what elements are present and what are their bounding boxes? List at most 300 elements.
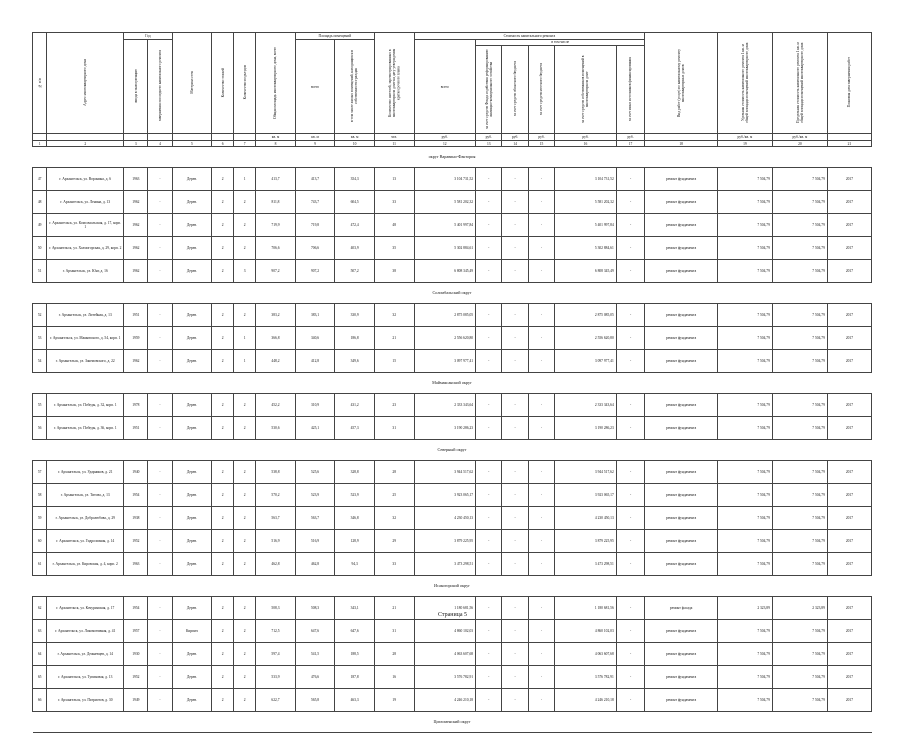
table-row <box>33 327 872 350</box>
table-cell: 1 <box>234 168 256 191</box>
table-cell: 7 504,79 <box>772 643 827 666</box>
table-cell: ремонт фундамента <box>645 620 718 643</box>
table-cell: 4 063 607,68 <box>414 643 476 666</box>
table-cell: 706,6 <box>256 237 296 260</box>
table-cell: Дерев. <box>172 689 212 712</box>
table-cell: - <box>616 350 645 373</box>
table-cell: - <box>476 461 502 484</box>
table-cell: - <box>476 666 502 689</box>
header-max-cost: Предельная стоимость капитального ремонта 1 кв. м общей площади помещений многоквартирного дома <box>772 33 827 134</box>
table-cell: 2 <box>212 304 234 327</box>
table-cell: - <box>616 237 645 260</box>
table-cell: Дерев. <box>172 597 212 620</box>
table-cell: 2 <box>212 484 234 507</box>
table-cell: 28 <box>374 643 414 666</box>
header-year-group: Год <box>124 33 172 40</box>
table-cell: 31 <box>374 620 414 643</box>
table-cell: - <box>502 394 528 417</box>
table-cell: 2017 <box>827 191 871 214</box>
table-cell: 343,1 <box>335 597 375 620</box>
table-cell: 431,2 <box>335 394 375 417</box>
table-cell: Дерев. <box>172 191 212 214</box>
table-row <box>33 484 872 507</box>
table-cell: 2 <box>234 530 256 553</box>
header-address: Адрес многоквартирного дома <box>47 33 124 134</box>
table-cell: 7 504,79 <box>772 237 827 260</box>
table-cell: 55 <box>33 394 47 417</box>
table-cell: 2017 <box>827 507 871 530</box>
table-cell: 3 944 517,62 <box>414 461 476 484</box>
unit-cell: кв. м <box>295 134 335 141</box>
table-cell: 7 504,79 <box>772 191 827 214</box>
table-cell: 6 808 345,49 <box>414 260 476 283</box>
header-area-group: Площадь помещений <box>295 33 374 40</box>
table-cell: Дерев. <box>172 214 212 237</box>
table-cell: 462,8 <box>256 553 296 576</box>
table-cell: - <box>148 214 172 237</box>
column-number: 3 <box>124 141 148 147</box>
table-cell: 712,5 <box>256 620 296 643</box>
table-cell: 2 <box>212 394 234 417</box>
table-cell: 2 875 085,05 <box>555 304 617 327</box>
unit-cell: руб. <box>528 134 554 141</box>
table-cell: 2 <box>212 689 234 712</box>
table-cell: 29 <box>374 530 414 553</box>
table-cell: 7 504,79 <box>772 168 827 191</box>
table-cell: 6 808 345,49 <box>555 260 617 283</box>
header-no: № п/п <box>33 33 47 134</box>
table-cell: - <box>476 304 502 327</box>
table-cell: - <box>148 530 172 553</box>
table-cell: г. Архангельск, ул. Холмогорская, д. 29, корп. 2 <box>47 237 124 260</box>
table-cell: 7 504,79 <box>772 260 827 283</box>
table-cell: 4 246 210,18 <box>555 689 617 712</box>
table-cell: 2017 <box>827 597 871 620</box>
table-cell: Дерев. <box>172 260 212 283</box>
table-cell: 2 <box>212 327 234 350</box>
table-cell: 2 <box>234 214 256 237</box>
table-cell: 1959 <box>124 327 148 350</box>
table-cell: - <box>476 191 502 214</box>
table-cell: 7 504,79 <box>717 260 772 283</box>
table-cell: Дерев. <box>172 643 212 666</box>
table-cell: 647,6 <box>335 620 375 643</box>
table-cell: - <box>528 237 554 260</box>
table-cell: 7 504,79 <box>717 350 772 373</box>
column-number: 1 <box>33 141 47 147</box>
table-cell: 4 860 102,03 <box>555 620 617 643</box>
table-cell: 7 504,79 <box>772 417 827 440</box>
table-cell: ремонт фундамента <box>645 553 718 576</box>
header-year-repair: завершения последнего капитального ремонта <box>148 40 172 134</box>
table-cell: - <box>502 666 528 689</box>
table-cell: - <box>616 260 645 283</box>
table-cell: 7 504,79 <box>772 327 827 350</box>
table-cell: 7 504,79 <box>717 484 772 507</box>
header-cost-local: за счет средств местного бюджета <box>528 46 554 134</box>
unit-cell: кв. м <box>335 134 375 141</box>
table-cell: 3 097 977,41 <box>414 350 476 373</box>
table-cell: 2 <box>212 350 234 373</box>
table-cell: 516,9 <box>256 530 296 553</box>
table-cell: 530,6 <box>256 417 296 440</box>
units-row <box>33 134 872 141</box>
table-cell: 28 <box>374 461 414 484</box>
table-cell: 340,6 <box>295 327 335 350</box>
header-cost-group: Стоимость капитального ремонта <box>414 33 645 40</box>
table-cell: 2017 <box>827 168 871 191</box>
table-cell: - <box>476 168 502 191</box>
table-cell: 2017 <box>827 689 871 712</box>
table-cell: - <box>502 620 528 643</box>
table-cell: - <box>476 260 502 283</box>
table-cell: 21 <box>374 327 414 350</box>
table-cell: 128,9 <box>335 530 375 553</box>
table-cell: 7 504,79 <box>772 214 827 237</box>
table-cell: 563,7 <box>295 507 335 530</box>
column-number: 14 <box>502 141 528 147</box>
table-cell: 523,9 <box>295 484 335 507</box>
table-cell: 2 <box>212 237 234 260</box>
table-cell: 597,4 <box>256 643 296 666</box>
table-cell: - <box>616 484 645 507</box>
table-cell: 32 <box>374 507 414 530</box>
table-cell: 476,6 <box>295 666 335 689</box>
table-cell: - <box>616 191 645 214</box>
table-cell: 5 581 202,32 <box>414 191 476 214</box>
table-cell: - <box>616 620 645 643</box>
table-cell: - <box>528 327 554 350</box>
table-cell: 35 <box>374 237 414 260</box>
table-cell: - <box>148 237 172 260</box>
table-cell: - <box>616 417 645 440</box>
unit-cell <box>124 134 148 141</box>
table-cell: 4 246 210,18 <box>414 689 476 712</box>
table-cell: 2 <box>234 417 256 440</box>
header-floors: Количество этажей <box>212 33 234 134</box>
section-row <box>33 147 872 168</box>
table-cell: г. Архангельск, ул. Гидролизная, д. 14 <box>47 530 124 553</box>
table-cell: - <box>148 394 172 417</box>
section-row <box>33 283 872 304</box>
table-cell: - <box>616 689 645 712</box>
table-cell: - <box>616 666 645 689</box>
table-cell: 1952 <box>124 530 148 553</box>
table-cell: 2017 <box>827 484 871 507</box>
table-cell: - <box>148 643 172 666</box>
table-cell: - <box>502 507 528 530</box>
table-cell: 31 <box>374 417 414 440</box>
table-cell: 19 <box>374 689 414 712</box>
table-row <box>33 666 872 689</box>
table-cell: 5 581 202,32 <box>555 191 617 214</box>
table-cell: ремонт фундамента <box>645 168 718 191</box>
table-cell: 1962 <box>124 237 148 260</box>
table-cell: 2017 <box>827 417 871 440</box>
table-cell: - <box>528 553 554 576</box>
table-cell: - <box>476 530 502 553</box>
table-cell: 413,7 <box>256 168 296 191</box>
table-cell: - <box>502 643 528 666</box>
unit-cell: руб./кв. м <box>772 134 827 141</box>
table-cell: - <box>148 417 172 440</box>
table-cell: 7 504,79 <box>717 327 772 350</box>
table-cell: 7 504,79 <box>772 304 827 327</box>
table-cell: 570,2 <box>256 484 296 507</box>
table-cell: - <box>148 168 172 191</box>
table-cell: 2017 <box>827 394 871 417</box>
table-cell: г. Архангельск, ул. Дежневцев, д. 14 <box>47 643 124 666</box>
table-cell: 2017 <box>827 620 871 643</box>
table-cell: - <box>502 260 528 283</box>
table-cell: - <box>148 191 172 214</box>
header-work-type: Вид работ (услуг) по капитальному ремонту многоквартирных домов <box>645 33 718 134</box>
table-cell: 3 104 731,52 <box>414 168 476 191</box>
table-row <box>33 417 872 440</box>
header-incl: в том числе <box>476 40 645 46</box>
column-number: 17 <box>616 141 645 147</box>
table-cell: г. Архангельск, ул. Воронина, д. 6 <box>47 168 124 191</box>
table-cell: - <box>616 507 645 530</box>
table-cell: 2 <box>212 191 234 214</box>
table-cell: 1 <box>234 327 256 350</box>
table-cell: - <box>148 689 172 712</box>
table-cell: - <box>476 620 502 643</box>
table-cell: 3 <box>234 260 256 283</box>
table-cell: - <box>148 507 172 530</box>
table-cell: 1930 <box>124 643 148 666</box>
table-cell: - <box>502 327 528 350</box>
table-row <box>33 689 872 712</box>
table-cell: - <box>616 394 645 417</box>
table-cell: - <box>528 484 554 507</box>
table-cell: 21 <box>374 597 414 620</box>
column-number: 5 <box>172 141 212 147</box>
table-cell: - <box>148 461 172 484</box>
table-cell: 38 <box>374 260 414 283</box>
table-cell: г. Архангельск, ул. Кировская, д. 4, корп. 2 <box>47 553 124 576</box>
table-cell: 328,8 <box>335 461 375 484</box>
section-title: Маймаксанский округ <box>33 373 872 394</box>
table-cell: 3 104 731,52 <box>555 168 617 191</box>
table-cell: 2017 <box>827 643 871 666</box>
table-cell: ремонт фундамента <box>645 191 718 214</box>
table-cell: 647,6 <box>295 620 335 643</box>
table-cell: - <box>502 168 528 191</box>
unit-cell <box>645 134 718 141</box>
table-cell: 7 504,79 <box>772 620 827 643</box>
table-cell: 508,3 <box>295 597 335 620</box>
table-cell: 7 504,79 <box>717 461 772 484</box>
table-cell: 706,6 <box>295 237 335 260</box>
table-cell: 7 504,79 <box>717 689 772 712</box>
column-number: 9 <box>295 141 335 147</box>
table-cell: - <box>616 643 645 666</box>
table-cell: - <box>476 643 502 666</box>
table-cell: 2017 <box>827 260 871 283</box>
header-end-date: Плановая дата завершения работ <box>827 33 871 134</box>
table-cell: 425,1 <box>295 417 335 440</box>
table-cell: 52 <box>33 304 47 327</box>
table-cell: 65 <box>33 666 47 689</box>
header-total-area: Общая площадь многоквартирного дома, всего <box>256 33 296 134</box>
table-cell: 62 <box>33 597 47 620</box>
table-cell: г. Архангельск, ул. Локомотивная, д. 41 <box>47 620 124 643</box>
table-cell: 907,2 <box>256 260 296 283</box>
table-cell: 1957 <box>124 620 148 643</box>
table-row <box>33 350 872 373</box>
column-number: 11 <box>374 141 414 147</box>
table-cell: 2 <box>212 620 234 643</box>
table-cell: - <box>502 530 528 553</box>
table-cell: 1 180 681,56 <box>414 597 476 620</box>
section-title: Исакогорский округ <box>33 576 872 597</box>
table-row <box>33 168 872 191</box>
table-cell: - <box>476 484 502 507</box>
table-cell: - <box>502 553 528 576</box>
column-number: 13 <box>476 141 502 147</box>
table-cell: 2017 <box>827 553 871 576</box>
table-cell: 2017 <box>827 327 871 350</box>
header-entrances: Количество подъездов <box>234 33 256 134</box>
table-row <box>33 461 872 484</box>
table-cell: 1962 <box>124 260 148 283</box>
table-cell: 523,9 <box>335 484 375 507</box>
table-cell: 5 302 884,61 <box>414 237 476 260</box>
table-cell: 1963 <box>124 553 148 576</box>
section-row <box>33 373 872 394</box>
table-cell: - <box>616 214 645 237</box>
unit-cell: руб. <box>616 134 645 141</box>
section-row <box>33 576 872 597</box>
table-cell: 507,2 <box>335 260 375 283</box>
table-cell: - <box>476 597 502 620</box>
table-cell: 719,9 <box>256 214 296 237</box>
table-cell: Дерев. <box>172 327 212 350</box>
table-cell: 3 576 782,91 <box>414 666 476 689</box>
unit-cell: руб. <box>414 134 476 141</box>
table-cell: 2 <box>212 597 234 620</box>
table-cell: 7 504,79 <box>717 666 772 689</box>
table-cell: 2 333 343,64 <box>555 394 617 417</box>
table-cell: 2 <box>234 484 256 507</box>
table-cell: 2 333 343,64 <box>414 394 476 417</box>
table-cell: 2 323,89 <box>717 597 772 620</box>
table-cell: г. Архангельск, ул. Юнг, д. 16 <box>47 260 124 283</box>
table-cell: 3 944 517,62 <box>555 461 617 484</box>
section-title: Соломбальский округ <box>33 283 872 304</box>
table-cell: Дерев. <box>172 304 212 327</box>
table-cell: 1951 <box>124 417 148 440</box>
table-cell: - <box>148 666 172 689</box>
table-cell: 2 <box>234 666 256 689</box>
table-cell: 186,8 <box>335 327 375 350</box>
table-cell: - <box>148 484 172 507</box>
table-cell: ремонт фундамента <box>645 214 718 237</box>
section-title: округ Варавино-Фактория <box>33 147 872 168</box>
table-cell: 2017 <box>827 666 871 689</box>
table-cell: 2017 <box>827 214 871 237</box>
table-cell: 2017 <box>827 461 871 484</box>
table-cell: 2 <box>234 304 256 327</box>
table-cell: 1963 <box>124 168 148 191</box>
table-cell: - <box>148 597 172 620</box>
table-cell: 5 401 997,84 <box>555 214 617 237</box>
table-cell: г. Архангельск, ул. Закемовского, д. 22 <box>47 350 124 373</box>
table-cell: 452,2 <box>256 394 296 417</box>
table-row <box>33 260 872 283</box>
table-cell: 463,3 <box>335 689 375 712</box>
table-cell: 2 <box>212 417 234 440</box>
table-cell: - <box>502 237 528 260</box>
table-cell: 2 <box>234 620 256 643</box>
table-cell: ремонт фундамента <box>645 689 718 712</box>
table-row <box>33 643 872 666</box>
table-cell: 2 556 620,80 <box>555 327 617 350</box>
table-cell: 51 <box>33 260 47 283</box>
table-cell: 4 063 607,68 <box>555 643 617 666</box>
table-cell: - <box>502 304 528 327</box>
table-cell: 59 <box>33 507 47 530</box>
table-cell: 538,8 <box>256 461 296 484</box>
table-cell: - <box>502 350 528 373</box>
table-cell: 563,7 <box>256 507 296 530</box>
table-cell: - <box>616 553 645 576</box>
table-row <box>33 394 872 417</box>
table-cell: - <box>528 689 554 712</box>
table-cell: 719,8 <box>295 214 335 237</box>
table-cell: 7 504,79 <box>772 484 827 507</box>
column-number: 2 <box>47 141 124 147</box>
header-area-owned: в том числе жилых помещений, находящихся в собственности граждан <box>335 40 375 134</box>
table-cell: г. Архангельск, ул. Литейная, д. 13 <box>47 304 124 327</box>
table-cell: Дерев. <box>172 461 212 484</box>
section-title: Северный округ <box>33 440 872 461</box>
header-cost-fund: за счет средств Фонда содействия реформированию жилищно-коммунального хозяйства <box>476 46 502 134</box>
table-cell: ремонт фундамента <box>645 417 718 440</box>
table-row <box>33 237 872 260</box>
table-cell: - <box>616 597 645 620</box>
unit-cell: руб. <box>555 134 617 141</box>
table-cell: ремонт фундамента <box>645 260 718 283</box>
table-cell: 2 <box>212 553 234 576</box>
table-cell: 53 <box>33 327 47 350</box>
table-cell: ремонт фундамента <box>645 350 718 373</box>
table-cell: 7 504,79 <box>717 530 772 553</box>
table-cell: - <box>148 620 172 643</box>
table-cell: 187,8 <box>335 666 375 689</box>
table-cell: 354,3 <box>335 168 375 191</box>
table-cell: 1951 <box>124 304 148 327</box>
table-cell: 7 504,79 <box>717 417 772 440</box>
table-cell: 7 504,79 <box>772 666 827 689</box>
table-cell: г. Архангельск, ул. Комсомольская, д. 17, корп. 1 <box>47 214 124 237</box>
table-cell: - <box>502 597 528 620</box>
unit-cell <box>172 134 212 141</box>
table-cell: 7 504,79 <box>717 553 772 576</box>
table-cell: 1 180 681,56 <box>555 597 617 620</box>
table-cell: 3 190 286,23 <box>555 417 617 440</box>
table-cell: 47 <box>33 168 47 191</box>
table-cell: 508,3 <box>256 597 296 620</box>
header-residents: Количество жителей, зарегистрированных в многоквартирном доме на дату утверждения краткосрочного плана <box>374 33 414 134</box>
table-cell: - <box>476 214 502 237</box>
unit-cell <box>212 134 234 141</box>
table-cell: 346,8 <box>335 507 375 530</box>
table-cell: 7 504,79 <box>772 530 827 553</box>
table-cell: 3 097 977,41 <box>555 350 617 373</box>
table-cell: - <box>528 394 554 417</box>
